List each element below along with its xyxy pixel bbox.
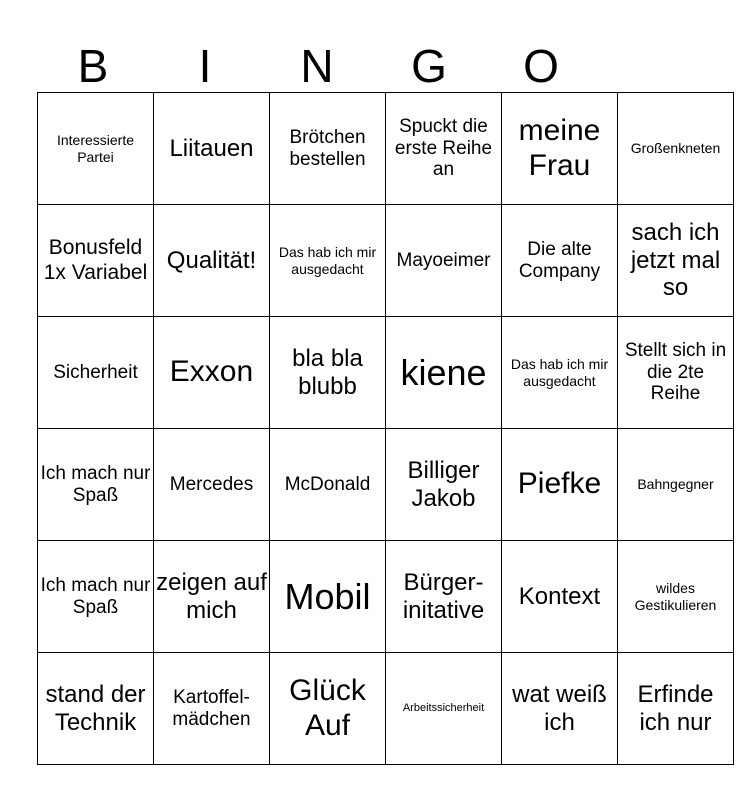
- bingo-cell[interactable]: Mobil: [270, 541, 386, 653]
- bingo-cell[interactable]: Exxon: [154, 317, 270, 429]
- bingo-cell[interactable]: Kartoffel-mädchen: [154, 653, 270, 765]
- bingo-cell[interactable]: Die alte Company: [502, 205, 618, 317]
- bingo-cell[interactable]: Das hab ich mir ausgedacht: [270, 205, 386, 317]
- bingo-cell[interactable]: Bonusfeld 1x Variabel: [38, 205, 154, 317]
- bingo-cell[interactable]: Liitauen: [154, 93, 270, 205]
- bingo-board: [37, 92, 734, 765]
- header-letter-g: G: [411, 40, 447, 92]
- bingo-cell[interactable]: Sicherheit: [38, 317, 154, 429]
- bingo-cell[interactable]: bla bla blubb: [270, 317, 386, 429]
- bingo-cell[interactable]: Piefke: [502, 429, 618, 541]
- bingo-cell[interactable]: Interessierte Partei: [38, 93, 154, 205]
- bingo-cell[interactable]: Brötchen bestellen: [270, 93, 386, 205]
- bingo-cell[interactable]: Stellt sich in die 2te Reihe: [618, 317, 734, 429]
- bingo-header: [37, 38, 709, 94]
- bingo-cell[interactable]: wildes Gestikulieren: [618, 541, 734, 653]
- bingo-cell[interactable]: Ich mach nur Spaß: [38, 541, 154, 653]
- header-letter-n: N: [300, 40, 334, 92]
- bingo-cell[interactable]: Bürger-initative: [386, 541, 502, 653]
- bingo-cell[interactable]: sach ich jetzt mal so: [618, 205, 734, 317]
- header-letter-o: O: [523, 40, 559, 92]
- bingo-cell[interactable]: Ich mach nur Spaß: [38, 429, 154, 541]
- bingo-cell[interactable]: stand der Technik: [38, 653, 154, 765]
- bingo-cell[interactable]: Glück Auf: [270, 653, 386, 765]
- bingo-cell[interactable]: zeigen auf mich: [154, 541, 270, 653]
- bingo-cell[interactable]: Arbeitssicherheit: [386, 653, 502, 765]
- bingo-cell[interactable]: Qualität!: [154, 205, 270, 317]
- board-row-3: [38, 317, 734, 429]
- board-row-6: [38, 653, 734, 765]
- bingo-cell[interactable]: kiene: [386, 317, 502, 429]
- bingo-cell[interactable]: Mercedes: [154, 429, 270, 541]
- bingo-cell[interactable]: meine Frau: [502, 93, 618, 205]
- bingo-cell[interactable]: McDonald: [270, 429, 386, 541]
- board-row-1: [38, 93, 734, 205]
- bingo-cell[interactable]: Bahngegner: [618, 429, 734, 541]
- board-row-5: [38, 541, 734, 653]
- bingo-cell[interactable]: wat weiß ich: [502, 653, 618, 765]
- bingo-cell[interactable]: Das hab ich mir ausgedacht: [502, 317, 618, 429]
- bingo-cell[interactable]: Großenkneten: [618, 93, 734, 205]
- bingo-cell[interactable]: Spuckt die erste Reihe an: [386, 93, 502, 205]
- bingo-cell[interactable]: Erfinde ich nur: [618, 653, 734, 765]
- bingo-cell[interactable]: Kontext: [502, 541, 618, 653]
- header-letter-i: I: [198, 40, 212, 92]
- bingo-cell[interactable]: Billiger Jakob: [386, 429, 502, 541]
- board-row-4: [38, 429, 734, 541]
- bingo-cell[interactable]: Mayoeimer: [386, 205, 502, 317]
- board-row-2: [38, 205, 734, 317]
- header-letter-b: B: [77, 40, 109, 92]
